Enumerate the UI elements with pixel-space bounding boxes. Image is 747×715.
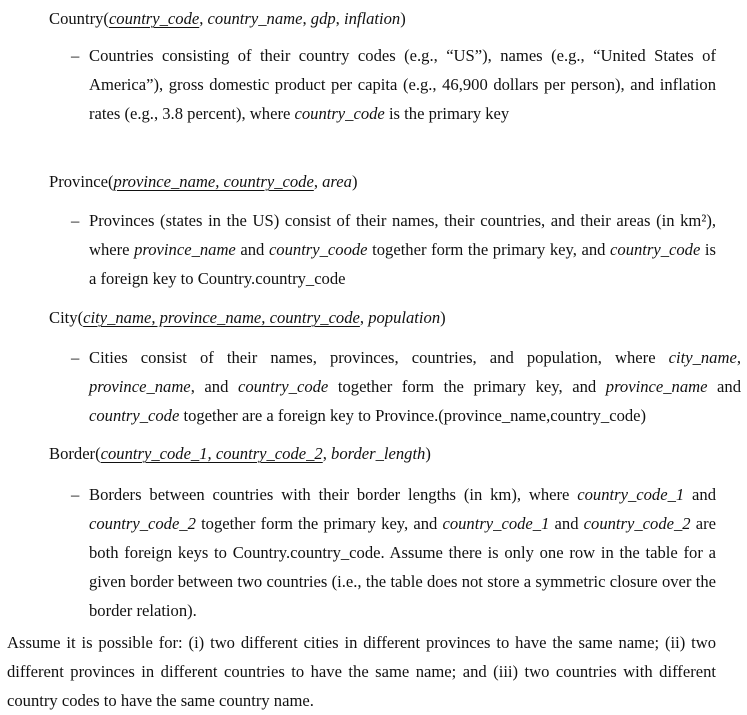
relation-name: Border [49,444,96,463]
attribute-reference: province_name [89,377,191,396]
primary-key-attributes: country_code [108,9,200,28]
description-text: Cities consist of their names, provinces, countries, and population, where city_name, province_name, and country_code together form the primary key, and province_name and country_code together are a foreign key to Province.(province_name,country_code) [89,348,742,425]
province-schema: Province(province_name, country_code, area) [49,172,358,191]
relation-name: City [49,308,78,327]
bullet-dash: – [71,46,80,65]
border-description [71,480,716,620]
attribute-reference: city_name [668,348,737,367]
primary-key-attributes: country_code_1, country_code_2 [100,444,323,463]
attribute-reference: country_code [294,104,385,123]
primary-key-attributes: province_name, country_code [113,172,314,191]
province-description [71,206,716,296]
city-description [71,343,741,433]
bullet-dash: – [71,211,80,230]
assumptions-paragraph: Assume it is possible for: (i) two different cities in different provinces to have the same name; (ii) two different provinces in different countries to have the same name; and (iii) two countries with different country codes to have the same country name. [7,633,716,710]
attribute: country_name [207,9,303,28]
attribute-reference: country_code_2 [89,514,196,533]
bullet-dash: – [71,348,80,367]
border-schema: Border(country_code_1, country_code_2, border_length) [49,444,431,463]
attribute-reference: country_code_1 [577,485,685,504]
primary-key-attributes: city_name, province_name, country_code [83,308,360,327]
relation-name: Country [49,9,104,28]
description-text: Countries consisting of their country codes (e.g., “US”), names (e.g., “United States of America”), gross domestic product per capita (e.g., 46,900 dollars per person), and inflation rates (e.g., 3.8 percent), where country_code is the primary key [89,46,716,123]
bullet-dash: – [71,485,80,504]
attribute-reference: country_code [237,377,329,396]
city-schema: City(city_name, province_name, country_code, population) [49,308,446,327]
attribute: area [322,172,352,191]
description-text: Borders between countries with their border lengths (in km), where country_code_1 and country_code_2 together form the primary key, and country_code_1 and country_code_2 are both foreign keys to Country.country_code. Assume there is only one row in the table for a given border between two countries (i.e., the table does not store a symmetric closure over the border relation). [89,485,716,620]
attribute: population [368,308,441,327]
attribute-reference: country_code [610,240,701,259]
attribute-reference: country_coode [268,240,368,259]
country-schema: Country(country_code, country_name, gdp, inflation) [49,9,406,28]
attribute: inflation [343,9,401,28]
attribute: gdp [310,9,336,28]
description-text: Provinces (states in the US) consist of their names, their countries, and their areas (in km²), where province_name and country_coode together form the primary key, and country_code is a foreign key to Country.country_code [89,211,716,288]
attribute-reference: province_name [605,377,708,396]
country-description [71,41,716,161]
attribute-reference: country_code [89,406,180,425]
attribute-reference: province_name [134,240,236,259]
attribute-reference: country_code_2 [583,514,691,533]
attribute-reference: country_code_1 [442,514,550,533]
relation-name: Province [49,172,108,191]
attribute: border_length [331,444,426,463]
